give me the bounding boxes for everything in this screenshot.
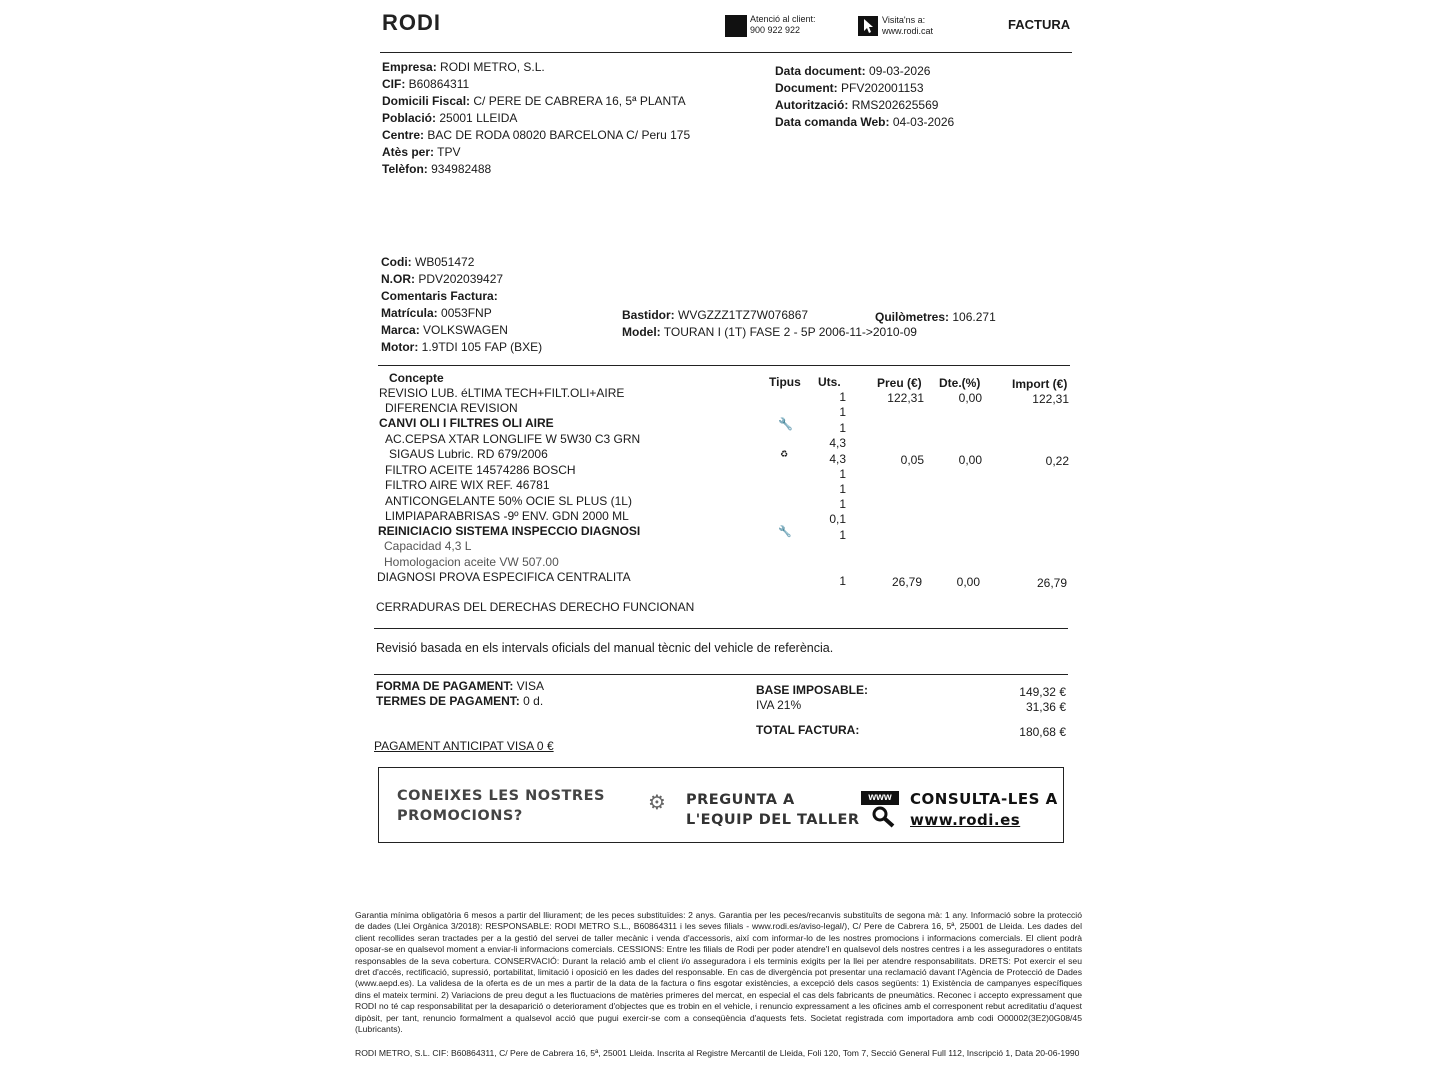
row-concepte: SIGAUS Lubric. RD 679/2006 — [389, 447, 548, 461]
row-uts: 1 — [839, 467, 846, 481]
doc-row: Data document: 09-03-2026 — [775, 64, 931, 78]
company-row: Empresa: RODI METRO, S.L. — [382, 60, 545, 74]
vehicle-row: Matrícula: 0053FNP — [381, 306, 492, 320]
row-concepte: Capacidad 4,3 L — [384, 539, 472, 553]
company-block — [382, 59, 690, 178]
revisio-note: Revisió basada en els intervals oficials del manual tècnic del vehicle de referència. — [376, 641, 834, 655]
base-value: 149,32 € — [1019, 685, 1066, 699]
company-row: Telèfon: 934982488 — [382, 162, 492, 176]
vehicle-divider — [378, 365, 1070, 366]
rodi-logo: RODI — [382, 10, 441, 35]
row-concepte: ANTICONGELANTE 50% OCIE SL PLUS (1L) — [385, 494, 632, 508]
row-uts: 4,3 — [829, 436, 846, 450]
payment-row: FORMA DE PAGAMENT: VISA — [376, 679, 545, 693]
col-header-import: Import (€) — [1012, 377, 1068, 391]
row-uts: 0,1 — [829, 512, 846, 526]
promo-ask: PREGUNTA A L'EQUIP DEL TALLER — [686, 792, 860, 828]
payment-block — [376, 679, 544, 709]
base-label: BASE IMPOSABLE: — [756, 683, 869, 697]
row-concepte: DIFERENCIA REVISION — [385, 401, 518, 415]
row-uts: 1 — [839, 574, 846, 588]
wrench-icon: 🔧 — [778, 417, 793, 431]
row-preu: 26,79 — [891, 575, 922, 589]
row-uts: 1 — [839, 421, 846, 435]
promo-question: CONEIXES LES NOSTRES PROMOCIONS? — [397, 788, 605, 824]
row-concepte: REVISIO LUB. éLTIMA TECH+FILT.OLI+AIRE — [379, 386, 625, 400]
row-concepte: FILTRO ACEITE 14574286 BOSCH — [385, 463, 576, 477]
row-uts: 1 — [839, 497, 846, 511]
row-uts: 1 — [839, 528, 846, 542]
header-divider — [380, 52, 1072, 53]
customer-service-label: Atenció al client: — [750, 14, 816, 24]
doc-row: Autorització: RMS202625569 — [775, 98, 939, 112]
row-uts: 1 — [839, 482, 846, 496]
col-header-concepte: Concepte — [389, 371, 444, 385]
model-row: Model: TOURAN I (1T) FASE 2 - 5P 2006-11->2010-09 — [622, 325, 917, 339]
row-uts: 4,3 — [829, 452, 846, 466]
col-header-dte: Dte.(%) — [939, 376, 981, 390]
col-header-tipus: Tipus — [769, 375, 801, 389]
document-type: FACTURA — [1008, 17, 1071, 32]
col-header-preu: Preu (€) — [877, 376, 922, 390]
row-import: 122,31 — [1032, 392, 1069, 406]
website-label: Visita'ns a: — [882, 15, 926, 25]
doc-row: Document: PFV202001153 — [775, 81, 924, 95]
total-label: TOTAL FACTURA: — [756, 723, 860, 737]
promo-consulta: CONSULTA-LES A www.rodi.es — [910, 790, 1058, 829]
row-concepte: AC.CEPSA XTAR LONGLIFE W 5W30 C3 GRN — [385, 432, 641, 446]
row-preu: 122,31 — [887, 391, 924, 405]
bastidor-row: Bastidor: WVGZZZ1TZ7W076867 — [622, 308, 809, 322]
row-concepte: LIMPIAPARABRISAS -9º ENV. GDN 2000 ML — [385, 509, 629, 523]
notes-divider — [374, 628, 1068, 629]
row-uts: 1 — [839, 405, 846, 419]
company-row: Població: 25001 LLEIDA — [382, 111, 518, 125]
row-concepte: DIAGNOSI PROVA ESPECIFICA CENTRALITA — [377, 570, 631, 584]
row-concepte: REINICIACIO SISTEMA INSPECCIO DIAGNOSI — [378, 524, 641, 538]
row-concepte: CANVI OLI I FILTRES OLI AIRE — [379, 416, 554, 430]
legal-footer: RODI METRO, S.L. CIF: B60864311, C/ Pere de Cabrera 16, 5ª, 25001 Lleida. Inscrita al Registre Mercantil de Lleida, Foli 120, Tom 7, Secció General Full 112, Inscripció 1, Data 20-06-1990 — [355, 1048, 1080, 1058]
company-row: Centre: BAC DE RODA 08020 BARCELONA C/ Peru 175 — [382, 128, 691, 142]
www-search-icon: www — [861, 791, 899, 827]
company-row: Domicili Fiscal: C/ PERE DE CABRERA 16, 5ª PLANTA — [382, 94, 686, 108]
row-import: 26,79 — [1036, 576, 1067, 590]
row-uts: 1 — [839, 390, 846, 404]
payment-row: TERMES DE PAGAMENT: 0 d. — [376, 694, 544, 708]
doc-row: Data comanda Web: 04-03-2026 — [775, 115, 955, 129]
row-concepte: Homologacion aceite VW 507.00 — [384, 555, 559, 569]
vehicle-block — [381, 254, 542, 356]
vehicle-row: Motor: 1.9TDI 105 FAP (BXE) — [381, 340, 543, 354]
row-dte: 0,00 — [956, 575, 980, 589]
tancaments-note: CERRADURAS DEL DERECHAS DERECHO FUNCIONAN — [376, 600, 695, 614]
iva-value: 31,36 € — [1025, 700, 1066, 714]
totals-divider — [374, 674, 1068, 675]
anticipat-note: PAGAMENT ANTICIPAT VISA 0 € — [374, 739, 554, 753]
company-row: Atès per: TPV — [382, 145, 461, 159]
wrench-icon: 🔧 — [778, 526, 792, 538]
document-info-block — [775, 63, 954, 131]
row-import: 0,22 — [1045, 454, 1069, 468]
vehicle-row: Codi: WB051472 — [381, 255, 475, 269]
vehicle-row: Comentaris Factura: — [381, 289, 498, 303]
promo-link[interactable]: www.rodi.es — [910, 811, 1021, 829]
row-dte: 0,00 — [958, 453, 982, 467]
vehicle-row: Marca: VOLKSWAGEN — [381, 323, 508, 337]
customer-service-icon — [725, 15, 747, 37]
recycle-icon: ♻ — [780, 449, 789, 459]
row-dte: 0,00 — [958, 391, 982, 405]
iva-label: IVA 21% — [756, 698, 802, 712]
vehicle-row: N.OR: PDV202039427 — [381, 272, 504, 286]
website-block — [882, 15, 933, 37]
mechanic-icon: ⚙ — [648, 792, 666, 814]
col-header-uts: Uts. — [818, 375, 841, 389]
km-row: Quilòmetres: 106.271 — [875, 310, 996, 324]
total-value: 180,68 € — [1019, 725, 1066, 739]
legal-text: Garantia mínima obligatòria 6 mesos a partir del lliurament; de les peces substituïdes: 2 anys. Garantia per les peces/recanvis substituïts de segona mà: 1 any. Informació sobre la protecció de dades (Llei Orgànica 3/2018): RESPONSABLE: RODI METRO S.L., B60864311 i les seves filials - www.rodi.es/aviso-legal/), C/ Pere de Cabrera 16, 5ª, 25001 de Lleida. Les dades del client recollides seran tractades per a la gestió del servei de taller mecànic i venda d'accessoris, així com informar-lo de les nostres promocions i informacions comercials. El client podrà oposar-se en qualsevol moment a enviar-li informacions comercials. CESSIONS: Entre les filials de Rodi per poder atendre'l en qualsevol dels nostres centres i a les asseguradores o entitats responsables de la seva cobertura. CONSERVACIÓ: Durant la relació amb el client i/o asseguradora i els terminis exigits per la llei per atendre responsabilitats. DRETS: Pot exercir el seu dret d'accés, rectificació, supressió, portabilitat, limitació i oposició en les dades del responsable. En cas de divergència pot presentar una reclamació davant l'Agència de Protecció de Dades (www.aepd.es). La validesa de la oferta es de un mes a partir de la data de la factura o fins esgotar existències, a excepció dels casos següents: 1) Existència de campanyes específiques dins el mateix termini. 2) Variacions de preu degut a les fluctuacions de matèries primeres del mercat, en especial el cas dels fabricants de pneumàtics. Reconec i accepto expressament que RODI no té cap responsabilitat per la desaparició o deteriorament d'objectes que es trobin en el vehicle, i renuncio expressament a les oficines amb el corresponent rebut acreditatiu d'aquest dipòsit, per tant, renuncio formalment a qualsevol acció que pugui exercir-se com a conseqüència d'aquests fets. Societat registrada com importadora amb codi O00002(3E2)0G08/45 (Lubricants). — [355, 910, 1082, 1035]
customer-service-phone: 900 922 922 — [750, 25, 801, 35]
company-row: CIF: B60864311 — [382, 77, 470, 91]
cursor-icon — [858, 16, 878, 36]
customer-service-block — [750, 14, 816, 36]
row-concepte: FILTRO AIRE WIX REF. 46781 — [385, 478, 550, 492]
row-preu: 0,05 — [900, 453, 924, 467]
website-url[interactable]: www.rodi.cat — [882, 26, 934, 36]
